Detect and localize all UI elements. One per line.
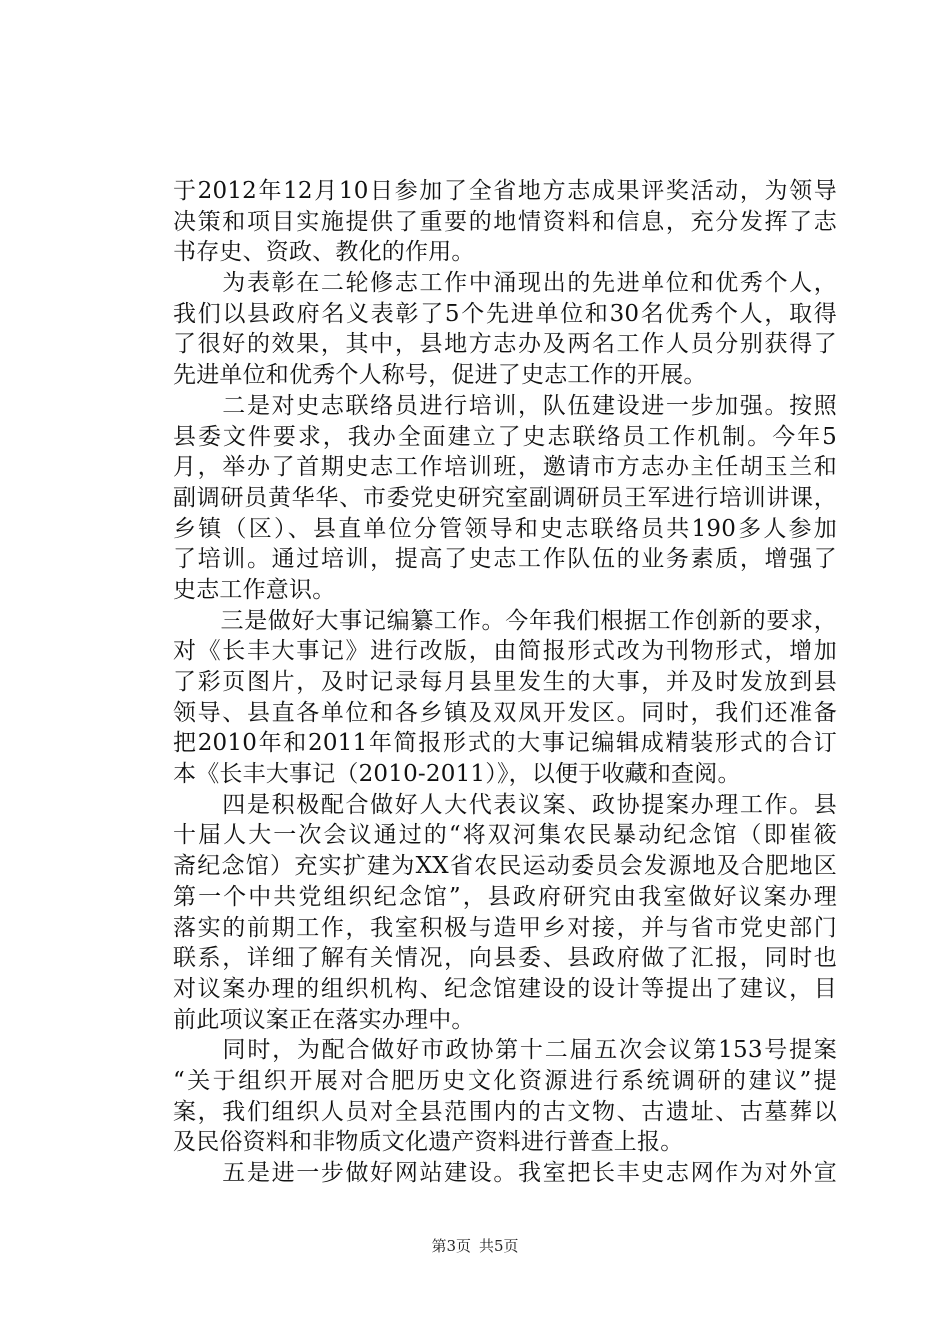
text-line: 乡镇（区）、县直单位分管领导和史志联络员共190多人参加 bbox=[173, 515, 837, 542]
text-line: 为表彰在二轮修志工作中涌现出的先进单位和优秀个人， bbox=[173, 270, 837, 297]
text-line: 第一个中共党组织纪念馆”，县政府研究由我室做好议案办理 bbox=[173, 883, 837, 910]
page-footer bbox=[0, 1236, 950, 1256]
text-line: 案，我们组织人员对全县范围内的古文物、古遗址、古墓葬以 bbox=[173, 1098, 837, 1125]
text-line: 了彩页图片，及时记录每月县里发生的大事，并及时发放到县 bbox=[173, 669, 837, 695]
page-number: 第3页 bbox=[431, 1237, 471, 1255]
text-line: 县委文件要求，我办全面建立了史志联络员工作机制。今年5 bbox=[173, 423, 837, 450]
text-line: 我们以县政府名义表彰了5个先进单位和30名优秀个人，取得 bbox=[173, 300, 837, 327]
text-line: 十届人大一次会议通过的“将双河集农民暴动纪念馆（即崔筱 bbox=[173, 822, 837, 849]
text-line: 副调研员黄华华、市委党史研究室副调研员王军进行培训讲课， bbox=[173, 484, 837, 511]
text-line: 把2010年和2011年简报形式的大事记编辑成精装形式的合订 bbox=[173, 730, 837, 757]
text-line: 同时，为配合做好市政协第十二届五次会议第153号提案 bbox=[173, 1037, 837, 1064]
text-line: 及民俗资料和非物质文化遗产资料进行普查上报。 bbox=[173, 1129, 684, 1156]
text-line: 决策和项目实施提供了重要的地情资料和信息，充分发挥了志 bbox=[173, 208, 837, 235]
text-line: 五是进一步做好网站建设。我室把长丰史志网作为对外宣 bbox=[173, 1160, 837, 1186]
text-line: 史志工作意识。 bbox=[173, 576, 336, 603]
text-line: 于2012年12月10日参加了全省地方志成果评奖活动，为领导 bbox=[173, 178, 837, 204]
text-line: 了培训。通过培训，提高了史志工作队伍的业务素质，增强了 bbox=[173, 546, 837, 573]
text-line: 对《长丰大事记》进行改版，由简报形式改为刊物形式，增加 bbox=[173, 638, 837, 665]
text-line: 前此项议案正在落实办理中。 bbox=[173, 1006, 475, 1033]
page-total: 共5页 bbox=[479, 1237, 519, 1255]
text-line: 三是做好大事记编纂工作。今年我们根据工作创新的要求， bbox=[173, 607, 837, 634]
text-line: 了很好的效果，其中，县地方志办及两名工作人员分别获得了 bbox=[173, 331, 837, 358]
text-line: 月，举办了首期史志工作培训班，邀请市方志办主任胡玉兰和 bbox=[173, 454, 837, 481]
text-line: 落实的前期工作，我室积极与造甲乡对接，并与省市党史部门 bbox=[173, 914, 837, 941]
text-line: 斋纪念馆）充实扩建为XX省农民运动委员会发源地及合肥地区 bbox=[173, 853, 837, 880]
text-line: 联系，详细了解有关情况，向县委、县政府做了汇报，同时也 bbox=[173, 945, 837, 972]
body-text bbox=[173, 176, 837, 1189]
text-line: 二是对史志联络员进行培训，队伍建设进一步加强。按照 bbox=[173, 392, 837, 419]
text-line: “关于组织开展对合肥历史文化资源进行系统调研的建议”提 bbox=[173, 1067, 837, 1094]
text-line: 领导、县直各单位和各乡镇及双凤开发区。同时，我们还准备 bbox=[173, 699, 837, 726]
text-line: 书存史、资政、教化的作用。 bbox=[173, 239, 475, 266]
text-line: 本《长丰大事记（2010-2011）》，以便于收藏和查阅。 bbox=[173, 761, 741, 788]
text-line: 先进单位和优秀个人称号，促进了史志工作的开展。 bbox=[173, 362, 707, 389]
text-line: 四是积极配合做好人大代表议案、政协提案办理工作。县 bbox=[173, 791, 837, 818]
text-line: 对议案办理的组织机构、纪念馆建设的设计等提出了建议，目 bbox=[173, 975, 837, 1002]
